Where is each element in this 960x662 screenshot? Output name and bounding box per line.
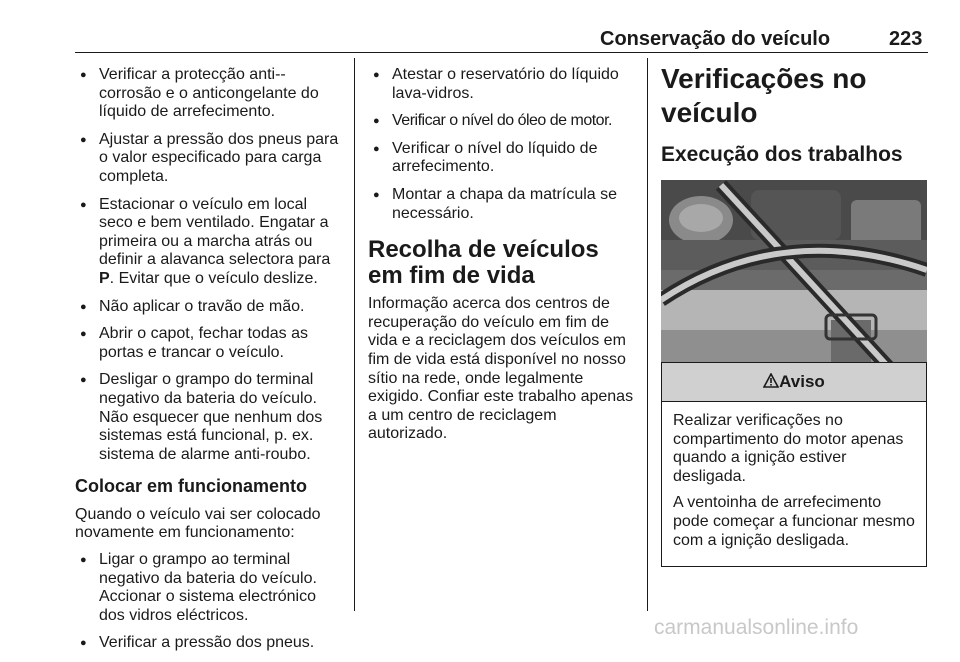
list-item: ● Abrir o capot, fechar todas as portas e trancar o veículo. [75,325,343,362]
list-item-text: Estacionar o veículo em local seco e bem ventilado. Engatar a primeira ou a marcha atrás ou definir a alavanca selectora para [99,195,331,269]
list-item: ● Ligar o grampo ao terminal negativo da bateria do veículo. Accionar o sistema electrónico dos vidros eléctricos. [75,551,343,625]
section-subtitle: Execução dos trabalhos [661,143,903,166]
watermark: carmanualsonline.info [654,616,859,639]
list-item: ● Não aplicar o travão de mão. [75,298,343,317]
list-item [75,196,343,289]
column-divider-1 [354,58,355,611]
warning-triangle-icon [763,373,779,388]
warning-paragraph: A ventoinha de arrefecimento pode começar a funcionar mesmo com a ignição desligada. [673,494,915,549]
page-number: 223 [889,28,923,50]
column-1 [75,66,343,662]
list-item-tail: . Evitar que o veículo deslize. [109,269,318,287]
engine-bay-photo [661,180,927,390]
end-of-life-paragraph: Informação acerca dos centros de recuperação do veículo em fim de vida e a reciclagem dos veículos em fim de vida está disponível no nosso sítio na rede, onde legalmente exigido. Confiar este trabalho apenas a um centro de reciclagem autorizado. [368,295,634,443]
warning-paragraph: Realizar verificações no compartimento do motor apenas quando a ignição estiver desligada. [673,412,904,485]
storage-steps-list [75,66,343,464]
warning-box [661,362,927,567]
list-item: ● Montar a chapa da matrícula se necessário. [368,186,636,223]
list-item: ● Desligar o grampo do terminal negativo da bateria do veículo. Não esquecer que nenhum dos sistemas está funcional, p. ex. sistema de alarme anti-roubo. [75,371,343,464]
checks-list [368,66,636,223]
list-item: ● Verificar o nível do líquido de arrefecimento. [368,140,636,177]
column-3 [661,62,927,390]
list-item: ● Verificar a pressão dos pneus. [75,634,343,653]
warning-body [662,402,926,566]
list-item: ● Verificar a protecção anti--corrosão e o anticongelante do líquido de arrefecimento. [75,66,343,122]
warning-title: Aviso [779,372,825,391]
column-2 [368,66,636,452]
list-item: ● Ajustar a pressão dos pneus para o valor especificado para carga completa. [75,131,343,187]
page-header-title: Conservação do veículo [600,28,831,50]
header-rule [75,52,928,53]
gear-p-label: P [99,269,110,287]
recommissioning-list [75,551,343,653]
subheading-recommissioning: Colocar em funcionamento [75,476,308,497]
section-heading-end-of-life: Recolha de veículos em fim de vida [368,236,599,290]
warning-header [662,363,926,402]
engine-bay-illustration [661,180,927,390]
recommissioning-intro: Quando o veículo vai ser colocado novamente em funcionamento: [75,505,321,542]
column-divider-2 [647,58,648,611]
list-item: ● Verificar o nível do óleo de motor. [368,112,636,131]
page-section-title: Verificações no veículo [661,63,867,128]
list-item: ● Atestar o reservatório do líquido lava-vidros. [368,66,636,103]
